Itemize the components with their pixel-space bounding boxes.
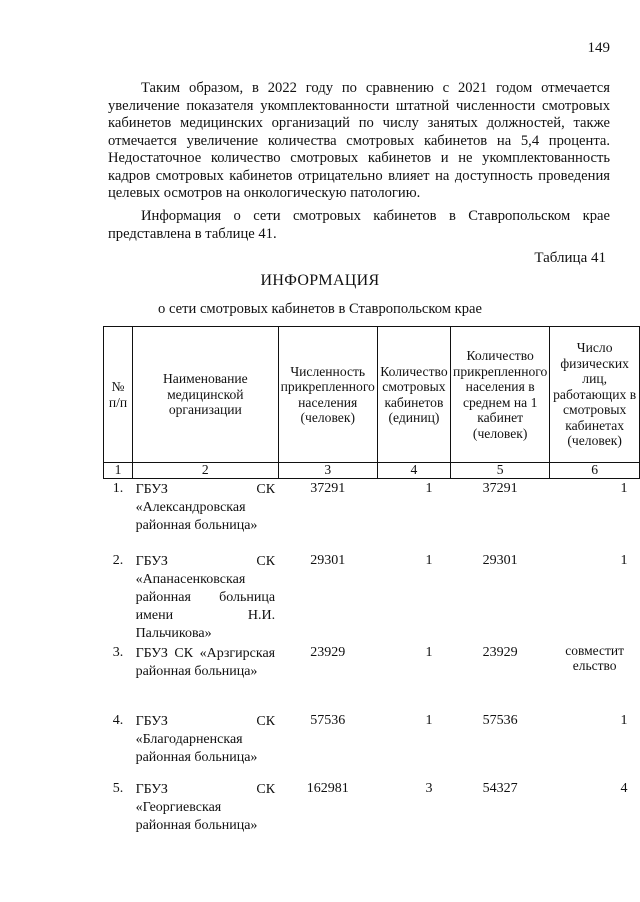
- cabinets-cell: 1: [425, 712, 433, 728]
- column-number: 3: [278, 463, 377, 479]
- average-cell: 57536: [482, 712, 518, 728]
- row-number: 2.: [112, 552, 124, 568]
- header-population: Численность прикрепленного населения (человек): [278, 327, 377, 463]
- cabinets-cell: 3: [425, 780, 433, 796]
- row-number: 1.: [112, 481, 124, 496]
- population-cell: 37291: [310, 481, 346, 496]
- row-number: 5.: [112, 780, 124, 796]
- population-cell: 29301: [310, 552, 346, 568]
- organization-name-text: ГБУЗ СК «Арзгирская районная больница»: [135, 645, 276, 679]
- staff-cell-text: совместительство: [565, 642, 625, 673]
- table-row: [104, 711, 640, 779]
- cabinets-cell: 1: [425, 644, 433, 660]
- header-cabinets: Количество смотровых кабинетов (единиц): [377, 327, 450, 463]
- document-title: ИНФОРМАЦИЯ: [260, 272, 380, 289]
- population-cell: 23929: [310, 644, 346, 660]
- average-cell: 23929: [482, 644, 518, 660]
- staff-cell: [550, 643, 640, 711]
- cabinets-cell: 1: [425, 481, 433, 496]
- organization-name: [133, 779, 279, 841]
- table-row: [104, 779, 640, 841]
- header-average-per-cabinet: Количество прикрепленного населения в среднем на 1 кабинет (человек): [451, 327, 550, 463]
- organization-name-text: ГБУЗ СК «Апанасенковская районная больница имени Н.И. Пальчикова»: [135, 553, 276, 641]
- body-paragraph-1: Таким образом, в 2022 году по сравнению с 2021 годом отмечается увеличение показателя укомплектованности штатной численности смотровых кабинетов медицинских организаций по числу занятых должностей, также отмечается увеличение количества смотровых кабинетов на 5,4 процента. Недостаточное количество смотровых кабинетов и не укомплектованность кадров смотровых кабинетов отрицательно влияет на доступность проведения целевых осмотров на онкологическую патологию.: [108, 80, 610, 201]
- average-cell: 54327: [482, 780, 518, 796]
- column-number: 5: [451, 463, 550, 479]
- table-header-row: [104, 327, 640, 463]
- table-row: [104, 551, 640, 643]
- staff-cell: 1: [620, 481, 628, 496]
- organization-name-text: ГБУЗ СК «Благодарненская районная больница»: [135, 713, 276, 765]
- row-number: 3.: [112, 644, 124, 660]
- header-staff: Число физических лиц, работающих в смотровых кабинетах (человек): [550, 327, 640, 463]
- organization-name: [133, 711, 279, 779]
- organization-name: [133, 643, 279, 711]
- staff-cell: 4: [620, 780, 628, 796]
- document-subtitle: о сети смотровых кабинетов в Ставропольском крае: [158, 301, 482, 317]
- header-organization: Наименование медицинской организации: [133, 327, 279, 463]
- table-row: [104, 643, 640, 711]
- organization-name: [133, 551, 279, 643]
- cabinets-cell: 1: [425, 552, 433, 568]
- average-cell: 37291: [482, 481, 518, 496]
- staff-cell: 1: [620, 712, 628, 728]
- column-number-row: [104, 463, 640, 479]
- population-cell: 57536: [310, 712, 346, 728]
- header-number: № п/п: [104, 327, 133, 463]
- average-cell: 29301: [482, 552, 518, 568]
- table-caption: Таблица 41: [534, 250, 606, 266]
- column-number: 6: [550, 463, 640, 479]
- organization-name-text: ГБУЗ СК «Александровская районная больница»: [135, 482, 276, 533]
- staff-cell: 1: [620, 552, 628, 568]
- population-cell: 162981: [306, 780, 349, 796]
- column-number: 2: [133, 463, 279, 479]
- body-paragraph-2: Информация о сети смотровых кабинетов в Ставропольском крае представлена в таблице 41.: [108, 208, 610, 242]
- row-number: 4.: [112, 712, 124, 728]
- column-number: 4: [377, 463, 450, 479]
- table-row: [104, 479, 640, 551]
- organization-name: [133, 479, 279, 551]
- organization-name-text: ГБУЗ СК «Георгиевская районная больница»: [135, 781, 276, 833]
- info-table: [103, 326, 640, 841]
- column-number: 1: [104, 463, 133, 479]
- page-number: 149: [587, 40, 610, 56]
